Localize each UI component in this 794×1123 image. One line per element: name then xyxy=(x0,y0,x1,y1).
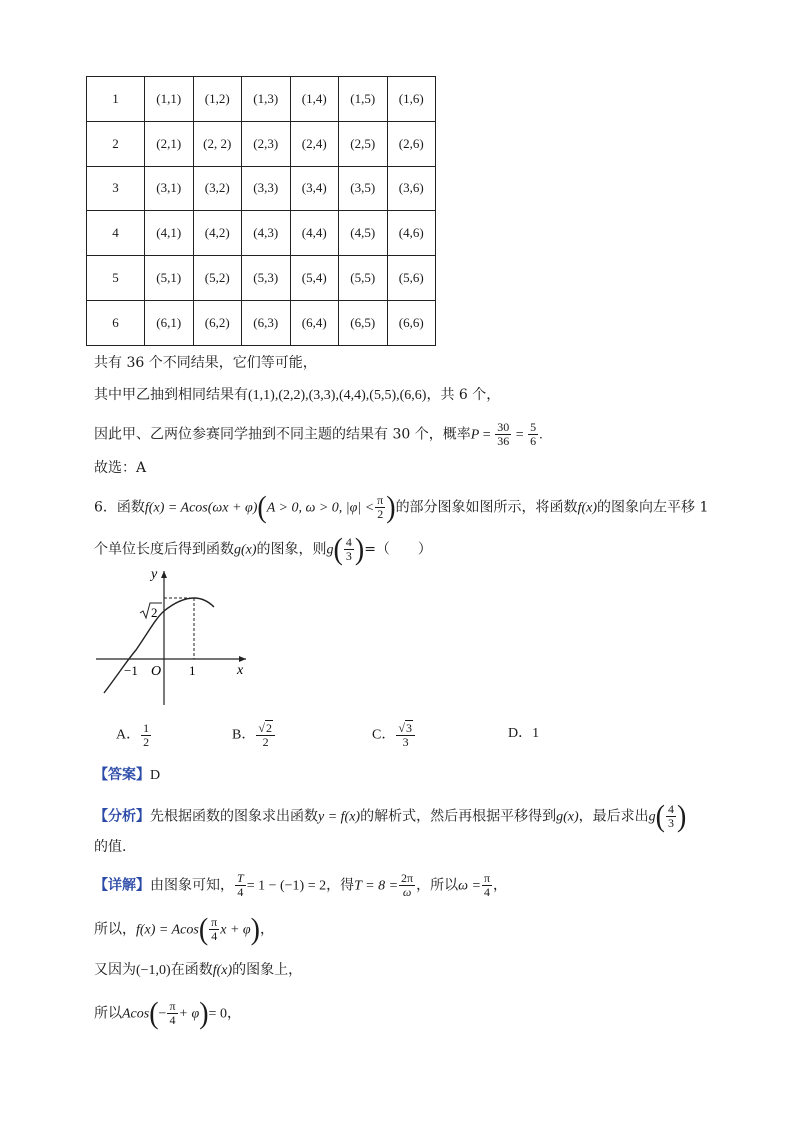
q6-line2: 个单位长度后得到函数g(x)的图象，则g( $\frac{4}{3}$ )=（ ） xyxy=(94,531,432,566)
table-cell: (3,2) xyxy=(193,166,242,211)
table-row xyxy=(87,121,436,166)
outcome-table xyxy=(86,76,436,346)
answer-tag: 【答案】 xyxy=(94,767,150,783)
table-cell: (5,4) xyxy=(290,256,339,301)
choice-d[interactable]: D．1 xyxy=(508,726,540,741)
table-cell: (4,5) xyxy=(339,211,388,256)
q6-end: 的图象向左平移 1 xyxy=(597,499,709,516)
q6-line1: 6．函数f(x) = Acos(ωx + φ)(A > 0, ω > 0, |φ| < $\frac{\pi}{2}$ )的部分图象如图所示，将函数f(x)的图象向左平移 1 xyxy=(94,489,709,524)
row-label: 1 xyxy=(87,77,145,122)
detail-line1: 【详解】由图象可知， $\frac{T}{4}$ = 1 − (−1) = 2，得T = 8 = $\frac{2\pi}{\omega}$ ，所以ω = $\frac{\pi}{4}$ ， xyxy=(94,871,507,899)
q6-condition: A > 0, ω > 0, |φ| < xyxy=(266,500,375,516)
q6-mid: 的部分图象如图所示，将函数 xyxy=(395,499,578,516)
x-axis-label: x xyxy=(237,663,244,678)
y-axis-label: y xyxy=(151,567,158,582)
table-cell: (3,4) xyxy=(290,166,339,211)
table-cell: (2,5) xyxy=(339,121,388,166)
table-cell: (1,5) xyxy=(339,77,388,122)
detail-line4: 所以Acos(− $\frac{\pi}{4}$ + φ)= 0， xyxy=(94,995,241,1030)
detail-line3: 又因为(−1,0)在函数f(x)的图象上， xyxy=(94,962,303,978)
table-cell: (6,6) xyxy=(387,300,436,345)
detail-tag: 【详解】 xyxy=(94,877,150,894)
row-label: 6 xyxy=(87,300,145,345)
q6-line2-pre: 个单位长度后得到函数 xyxy=(94,541,234,558)
table-cell: (2,4) xyxy=(290,121,339,166)
table-cell: (3,3) xyxy=(242,166,291,211)
table-cell: (1,2) xyxy=(193,77,242,122)
table-cell: (4,4) xyxy=(290,211,339,256)
row-label: 5 xyxy=(87,256,145,301)
q6-g: g xyxy=(326,542,334,558)
choose-a-line: 故选：A xyxy=(94,460,147,476)
same-outcomes-math: (1,1),(2,2),(3,3),(4,4),(5,5),(6,6) xyxy=(248,388,427,403)
table-row xyxy=(87,211,436,256)
table-cell: (5,3) xyxy=(242,256,291,301)
table-cell: (6,5) xyxy=(339,300,388,345)
origin-label: O xyxy=(151,664,162,679)
table-cell: (1,4) xyxy=(290,77,339,122)
total-outcomes-line: 共有 36 个不同结果，它们等可能， xyxy=(94,355,317,371)
table-cell: (4,1) xyxy=(145,211,194,256)
table-cell: (3,1) xyxy=(145,166,194,211)
q6-cond-frac: $\frac{\pi}{2}$ xyxy=(377,493,384,521)
table-cell: (6,1) xyxy=(145,300,194,345)
q6-line2-mid: 的图象，则 xyxy=(256,541,327,558)
analysis-line2: 的值. xyxy=(94,839,127,855)
probability-P: P xyxy=(470,427,480,443)
table-cell: (4,6) xyxy=(387,211,436,256)
probability-line: 因此甲、乙两位参赛同学抽到不同主题的结果有 30 个，概率P = $\frac{30}{36}$ = $\frac{5}{6}$ . xyxy=(94,420,543,448)
neg-one-label: −1 xyxy=(124,663,138,678)
table-cell: (1,3) xyxy=(242,77,291,122)
table-cell: (5,5) xyxy=(339,256,388,301)
choice-b[interactable]: B． $\frac{√2}{2}$ xyxy=(232,722,276,749)
y-axis-arrow xyxy=(161,571,167,578)
table-cell: (2,3) xyxy=(242,121,291,166)
answer-line xyxy=(94,765,160,786)
q6-fx: f(x) xyxy=(577,500,597,516)
same-outcomes-post: ，共 6 个， xyxy=(426,387,501,403)
q6-number: 6．函数 xyxy=(94,499,145,516)
same-outcomes-pre: 其中甲乙抽到相同结果有 xyxy=(94,387,248,403)
table-row xyxy=(87,77,436,122)
q6-function: f(x) = Acos(ωx + φ) xyxy=(144,500,258,516)
table-cell: (2,6) xyxy=(387,121,436,166)
table-cell: (6,4) xyxy=(290,300,339,345)
table-cell: (6,3) xyxy=(242,300,291,345)
function-graph xyxy=(94,563,264,713)
x-axis-arrow xyxy=(239,656,246,662)
analysis-tag: 【分析】 xyxy=(94,808,150,825)
table-cell: (2,1) xyxy=(145,121,194,166)
table-cell: (4,3) xyxy=(242,211,291,256)
table-row xyxy=(87,256,436,301)
table-row xyxy=(87,166,436,211)
table-cell: (1,1) xyxy=(145,77,194,122)
table-cell: (5,6) xyxy=(387,256,436,301)
row-label: 4 xyxy=(87,211,145,256)
table-cell: (2, 2) xyxy=(193,121,242,166)
table-cell: (5,1) xyxy=(145,256,194,301)
probability-frac-1: $\frac{30}{36}$ xyxy=(497,420,510,448)
row-label: 3 xyxy=(87,166,145,211)
q6-g-frac: $\frac{4}{3}$ xyxy=(345,535,352,563)
row-label: 2 xyxy=(87,121,145,166)
detail-line2: 所以，f(x) = Acos( $\frac{\pi}{4}$ x + φ)， xyxy=(94,911,274,946)
svg-text:2: 2 xyxy=(151,605,158,620)
table-cell: (3,6) xyxy=(387,166,436,211)
same-outcomes-line xyxy=(94,385,500,406)
answer-value: D xyxy=(150,768,161,783)
q6-line2-end: =（ ） xyxy=(364,541,432,558)
table-cell: (1,6) xyxy=(387,77,436,122)
table-cell: (5,2) xyxy=(193,256,242,301)
choice-c[interactable]: C． $\frac{√3}{3}$ xyxy=(372,722,416,749)
probability-pre: 因此甲、乙两位参赛同学抽到不同主题的结果有 30 个，概率 xyxy=(94,426,471,443)
choice-a[interactable]: A． $\frac{1}{2}$ xyxy=(116,721,150,749)
table-cell: (3,5) xyxy=(339,166,388,211)
q6-gx: g(x) xyxy=(234,542,257,558)
analysis-line1: 【分析】先根据函数的图象求出函数y = f(x)的解析式，然后再根据平移得到g(x)，最后求出g( $\frac{4}{3}$ ) xyxy=(94,798,687,833)
table-cell: (4,2) xyxy=(193,211,242,256)
table-row xyxy=(87,300,436,345)
probability-frac-2: $\frac{5}{6}$ xyxy=(530,420,537,448)
table-cell: (6,2) xyxy=(193,300,242,345)
one-label: 1 xyxy=(189,663,196,678)
